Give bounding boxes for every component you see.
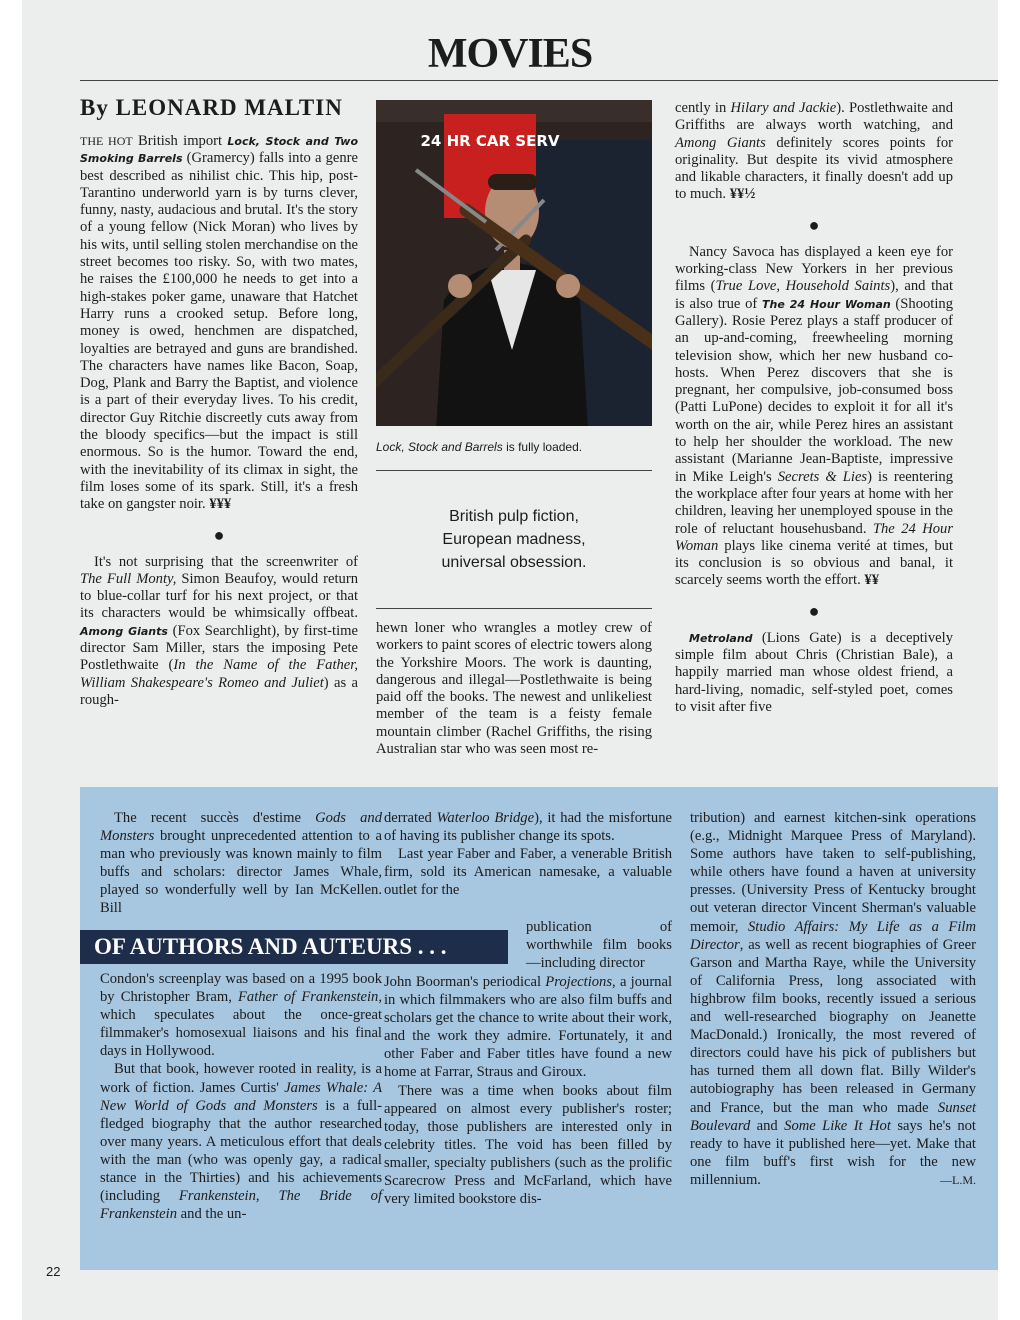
- review-lock-stock: THE HOT British import Lock, Stock and Two Smoking Barrels (Gramercy) falls into a genre best described as nihilist chic. This hip, post-Tarantino underworld yarn is by turns clever, funny, nasty, audacious and brutal. It's the story of a young fellow (Nick Moran) who lives by his wits, until selling stolen merchandise on the street becomes too risky. So, with two mates, he raises the £100,000 he needs to get into a high-stakes poker game, unaware that Hatchet Harry runs a crooked setup. Before long, money is owed, henchmen are dispatched, loyalties are betrayed and guns are brandished. The characters have names like Bacon, Soap, Dog, Plank and Barry the Baptist, and violence is a part of their everyday lives. To his credit, director Guy Ritchie discreetly cuts away from the bloody specifics—but the impact is still enormous. So is the humor. Toward the end, with the inevitability of its climax in sight, the film loses some of its spark. Still, it's a fresh take on gangster noir. ¥¥¥: [80, 133, 358, 513]
- sidebar-column-2-wrap: publication of worthwhile film books—including director: [526, 919, 672, 972]
- film-title: Among Giants: [80, 624, 168, 638]
- section-title: MOVIES: [427, 31, 593, 77]
- page-number: 22: [46, 1264, 61, 1279]
- sidebar-column-3: tribution) and earnest kitchen-sink operations (e.g., Midnight Marquee Press of Maryland). Some authors have taken to self-publishing, while others have found a haven at university presses. (University Press of Kentucky brought out veteran director Vincent Sherman's valuable memoir, Studio Affairs: My Life as a Film Director, as well as recent biographies of Greer Garson and Martha Raye, while the University of California Press, long associated with highbrow film books, recently issued a serious and well-researched biography on Jeanette MacDonald.) Ironically, the most revered of directors could have his pick of publishers but has turned them all down flat. Billy Wilder's autobiography has been released in Germany and France, but the man who made Sunset Boulevard and Some Like It Hot says he's not ready to have it published here—yet. Make that one film buff's first wish for the new millennium. —L.M.: [690, 810, 976, 1188]
- sidebar-column-2a: derrated Waterloo Bridge), it had the misfortune of having its publisher change its spots. Last year Faber and Faber, a venerable British firm, sold its American namesake, a valuable outlet for the: [384, 810, 672, 899]
- review-24-hour-woman: Nancy Savoca has displayed a keen eye for working-class New Yorkers in her previous films (True Love, Household Saints), and that is also true of The 24 Hour Woman (Shooting Gallery). Rosie Perez plays a staff producer of an up-and-coming, freewheeling morning television show, which her new husband co-hosts. When Perez discovers that she is pregnant, her compulsive, job-consumed boss (Patti LuPone) decides to exploit it for all it's worth on the air, while Perez hires an assistant to help her shoulder the workload. The new assistant (Marianne Jean-Baptiste, impressive in Mike Leigh's Secrets & Lies) is reentering the workplace after four years at home with her children, leaving her unemployed spouse in the role of reluctant househusband. The 24 Hour Woman plays like cinema verité at times, but its conclusion is so obvious and banal, it scarcely seems worth the effort. ¥¥: [675, 243, 954, 589]
- review-among-giants-cont: hewn loner who wrangles a motley crew of workers to paint scores of electric towers along the Yorkshire Moors. The work is daunting, dangerous and illegal—Postlethwaite is being paid off the books. The newest and unlikeliest member of the team is a feisty female mountain climber (Rachel Griffiths, the rising Australian star who was seen most re-: [376, 620, 652, 758]
- bullet-separator: ●: [213, 524, 225, 545]
- bullet-separator: ●: [808, 600, 820, 621]
- article-column-3: [675, 100, 953, 716]
- review-among-giants-end: cently in Hilary and Jackie). Postlethwaite and Griffiths are always worth watching, and Among Giants definitely scores points for originality. But despite its vivid atmosphere and likable characters, it finally doesn't add up to much. ¥¥½: [675, 100, 953, 203]
- sidebar-column-1a: The recent succès d'estime Gods and Monsters brought unprecedented attention to a man who previously was known mainly to film buffs and scholars: director James Whale, played so wonderfully well by Ian McKellen. Bill: [100, 810, 382, 917]
- sidebar-banner: OF AUTHORS AND AUTEURS . . .: [80, 930, 508, 964]
- film-title: The 24 Hour Woman: [762, 297, 891, 311]
- film-title: Lock, Stock and Two Smoking Barrels: [80, 135, 358, 166]
- pull-quote: British pulp fiction, European madness, universal obsession.: [441, 508, 587, 571]
- film-title: Metroland: [689, 631, 753, 645]
- pullquote-rule-bottom: [376, 608, 652, 609]
- sidebar-column-2b: John Boorman's periodical Projections, a journal in which filmmakers who are also film buffs and scholars get the chance to write about their work, and the work they admire. Fortunately, it and other Faber and Faber titles have found a new home at Farrar, Straus and Giroux. There was a time when books about film appeared on almost every publisher's roster; today, those publishers are interested only in celebrity titles. The void has been filled by smaller, specialty publishers (such as the prolific Scarecrow Press and McFarland, which have very limited bookstore dis-: [384, 974, 673, 1208]
- sidebar-column-1b: Condon's screenplay was based on a 1995 book by Christopher Bram, Father of Frankenstein, which speculates about the once-great filmmaker's homosexual liaisons and his final days in Hollywood. But that book, however rooted in reality, is a work of fiction. James Curtis' James Whale: A New World of Gods and Monsters is a full-fledged biography that the author researched over many years. A meticulous effort that deals with the man (who was openly gay, a radical stance in the Thirties) and his achievements (including Frankenstein, The Bride of Frankenstein and the un-: [100, 971, 383, 1223]
- article-column-2: [376, 620, 652, 758]
- sign-text: 24 HR CAR SERV: [420, 132, 560, 150]
- header-rule: [80, 80, 998, 81]
- byline: By LEONARD MALTIN: [80, 95, 343, 120]
- bullet-separator: ●: [808, 214, 820, 235]
- gunman-illustration: [376, 100, 652, 426]
- photo-caption: Lock, Stock and Barrels is fully loaded.: [376, 440, 583, 454]
- article-column-1: [80, 133, 358, 709]
- magazine-page: [22, 0, 998, 1320]
- rating: ¥¥½: [729, 186, 756, 203]
- review-among-giants: It's not surprising that the screenwriter of The Full Monty, Simon Beaufoy, would return to blue-collar turf for his next project, or that its characters would be whimsically offbeat. Among Giants (Fox Searchlight), by first-time director Sam Miller, stars the imposing Pete Postlethwaite (In the Name of the Father, William Shakespeare's Romeo and Juliet) as a rough-: [80, 553, 358, 708]
- rating: ¥¥¥: [209, 496, 232, 513]
- review-metroland: Metroland (Lions Gate) is a deceptively simple film about Chris (Christian Bale), a happily married man whose oldest friend, a hard-living, nomadic, self-styled poet, comes to visit after five: [675, 629, 953, 715]
- pullquote-rule-top: [376, 470, 652, 471]
- rating: ¥¥: [864, 572, 879, 589]
- signoff: —L.M.: [940, 1172, 976, 1187]
- film-still-photo: [376, 100, 652, 426]
